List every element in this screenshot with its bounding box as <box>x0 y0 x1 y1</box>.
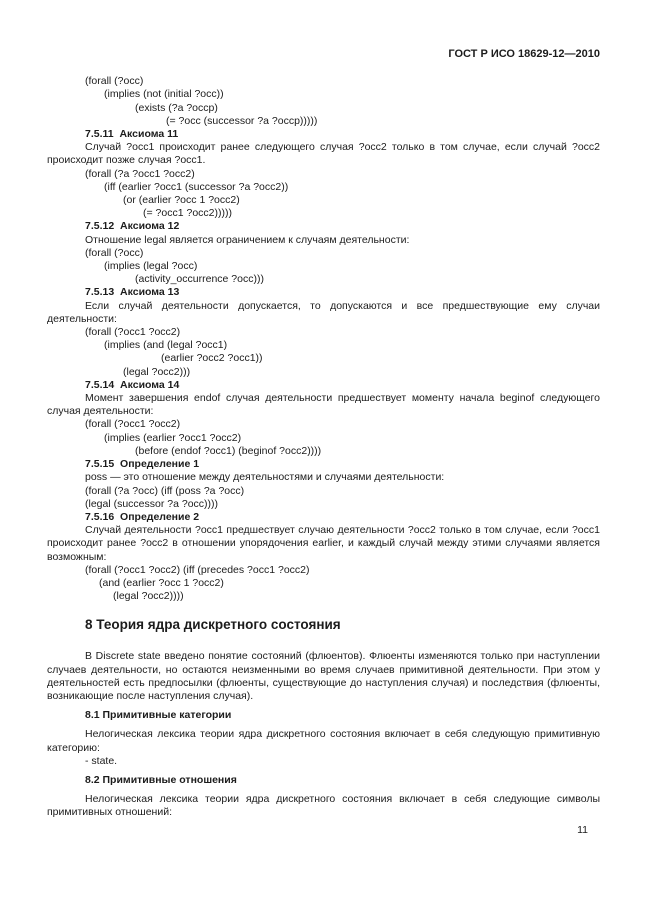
code-line: (earlier ?occ2 ?occ1)) <box>161 352 263 365</box>
body-paragraph: Случай ?occ1 происходит ранее следующего случая ?occ2 только в том случае, если случай ?occ2 происходит позже случая ?occ1. <box>47 141 600 167</box>
definition-heading-7-5-16: 7.5.16 Определение 2 <box>85 510 200 523</box>
body-paragraph: Момент завершения endof случая деятельности предшествует моменту начала beginof следующего случая деятельности: <box>47 392 600 418</box>
code-line: (legal ?occ2)))) <box>113 590 184 603</box>
axiom-heading-7-5-14: 7.5.14 Аксиома 14 <box>85 378 180 391</box>
document-header: ГОСТ Р ИСО 18629-12—2010 <box>448 48 600 60</box>
axiom-heading-7-5-13: 7.5.13 Аксиома 13 <box>85 286 180 299</box>
code-line: (legal ?occ2))) <box>123 365 191 378</box>
code-line: (exists (?a ?occp) <box>135 101 218 114</box>
code-line: (and (earlier ?occ 1 ?occ2) <box>99 576 224 589</box>
code-line: (forall (?a ?occ) (iff (poss ?a ?occ) <box>85 484 245 497</box>
page-number: 11 <box>577 824 588 836</box>
list-item: - state. <box>85 754 118 767</box>
code-line: (implies (earlier ?occ1 ?occ2) <box>104 431 242 444</box>
definition-heading-7-5-15: 7.5.15 Определение 1 <box>85 458 200 471</box>
code-line: (implies (and (legal ?occ1) <box>104 339 228 352</box>
code-line: (or (earlier ?occ 1 ?occ2) <box>123 194 240 207</box>
code-line: (activity_occurrence ?occ))) <box>135 273 264 286</box>
body-paragraph: Случай деятельности ?occ1 предшествует случаю деятельности ?occ2 только в том случае, если ?occ1 происходит ранее ?occ2 в отношении упорядочения earlier, и каждый случай между этими случаями является возможным: <box>47 524 600 563</box>
code-line: (forall (?occ) <box>85 75 144 88</box>
subsection-heading-8-1: 8.1 Примитивные категории <box>85 709 232 722</box>
body-paragraph: Нелогическая лексика теории ядра дискретного состояния включает в себя следующую примитивную категорию: <box>47 728 600 754</box>
body-paragraph: Нелогическая лексика теории ядра дискретного состояния включает в себя следующие символы примитивных отношений: <box>47 793 600 819</box>
axiom-heading-7-5-12: 7.5.12 Аксиома 12 <box>85 220 180 233</box>
code-line: (iff (earlier ?occ1 (successor ?a ?occ2)) <box>104 180 289 193</box>
code-line: (before (endof ?occ1) (beginof ?occ2)))) <box>135 444 322 457</box>
code-line: (forall (?a ?occ1 ?occ2) <box>85 167 195 180</box>
code-line: (= ?occ (successor ?a ?occp))))) <box>166 114 318 127</box>
code-line: (implies (not (initial ?occ)) <box>104 88 224 101</box>
code-line: (forall (?occ1 ?occ2) <box>85 418 181 431</box>
section-title-8: 8 Теория ядра дискретного состояния <box>85 617 341 633</box>
axiom-heading-7-5-11: 7.5.11 Аксиома 11 <box>85 128 179 141</box>
code-line: (forall (?occ1 ?occ2) (iff (precedes ?occ1 ?occ2) <box>85 563 310 576</box>
body-paragraph: poss — это отношение между деятельностями и случаями деятельности: <box>85 471 445 484</box>
body-paragraph: Отношение legal является ограничением к случаям деятельности: <box>85 233 410 246</box>
code-line: (= ?occ1 ?occ2))))) <box>143 207 232 220</box>
code-line: (forall (?occ) <box>85 246 144 259</box>
body-paragraph: В Discrete state введено понятие состояний (флюентов). Флюенты изменяются только при наступлении случаев деятельности, но остаются неизменными во время случаев примитивной деятельности. При этом у деятельностей есть предпосылки (флюенты, существующие до наступления случая) и последствия (флюенты, возникающие после наступления случая). <box>47 650 600 702</box>
code-line: (legal (successor ?a ?occ)))) <box>85 497 219 510</box>
code-line: (implies (legal ?occ) <box>104 260 198 273</box>
body-paragraph: Если случай деятельности допускается, то допускаются и все предшествующие ему случаи деятельности: <box>47 299 600 325</box>
code-line: (forall (?occ1 ?occ2) <box>85 326 181 339</box>
subsection-heading-8-2: 8.2 Примитивные отношения <box>85 773 237 786</box>
